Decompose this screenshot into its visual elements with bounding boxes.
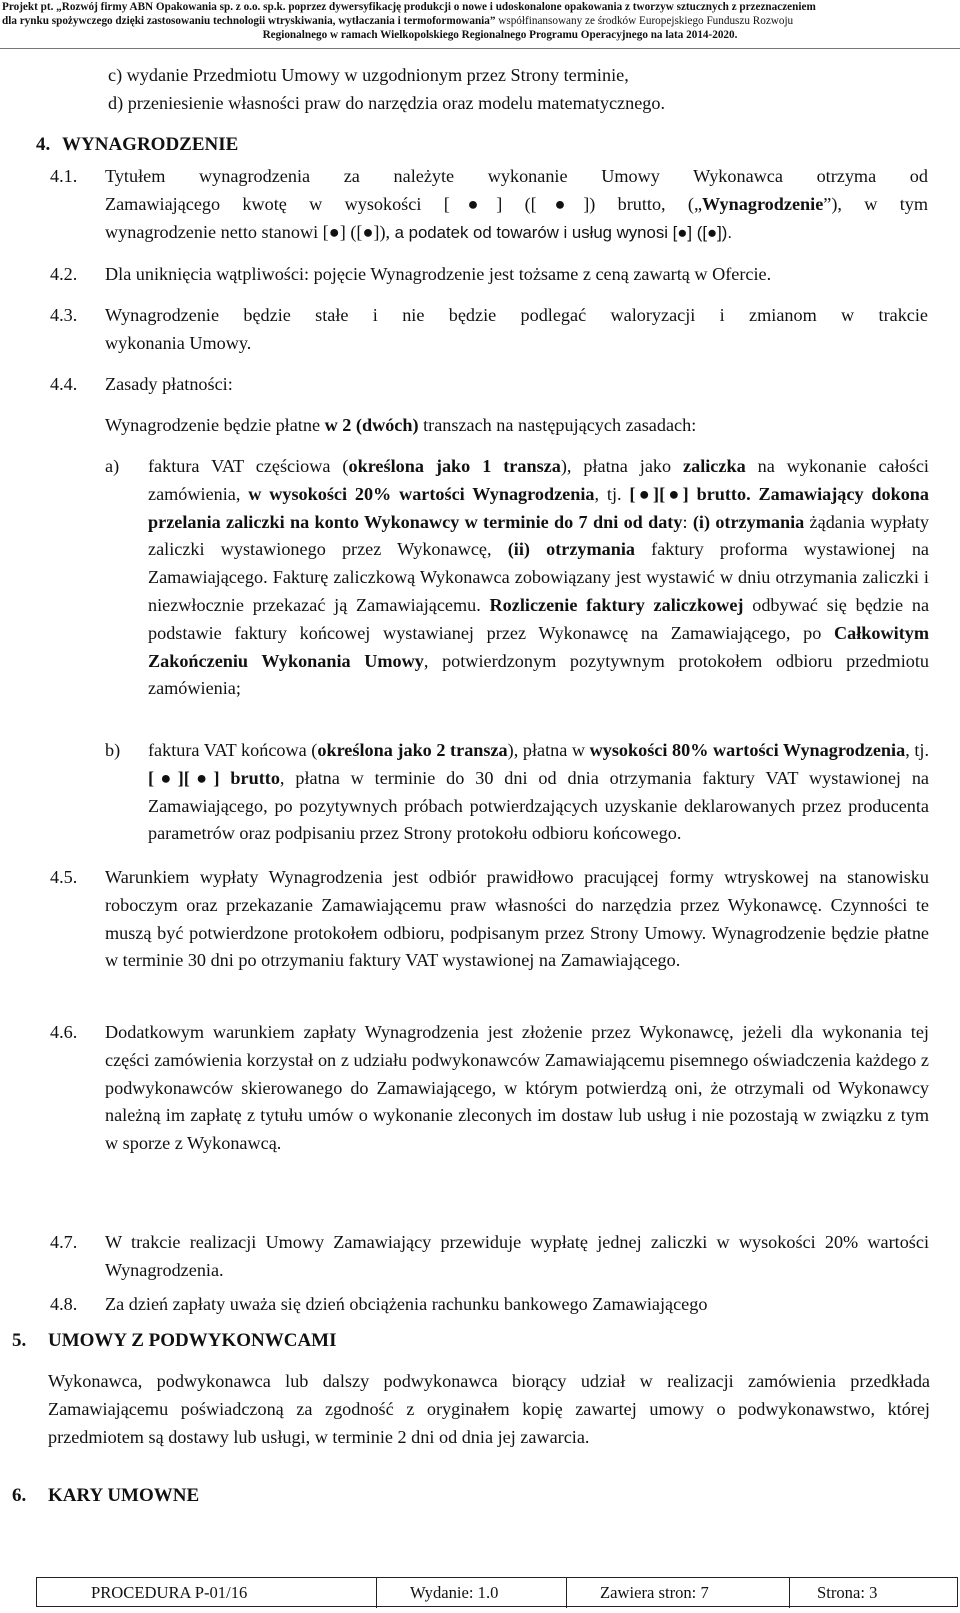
clause-4-8-number: 4.8. xyxy=(50,1294,78,1314)
clause-4-6-number: 4.6. xyxy=(50,1022,78,1042)
footer-page-number: Strona: 3 xyxy=(817,1583,878,1602)
pa-text: ), płatna jako xyxy=(560,456,684,476)
intro-text: Wynagrodzenie będzie płatne xyxy=(105,415,325,435)
header-line-2 xyxy=(0,14,960,28)
pa-bold: Całkowitym Zakończeniu Wykonania Umowy xyxy=(148,622,929,671)
pb-text: , płatna w terminie do 30 dni od dnia otrzymania faktury VAT wystawionej na Zamawiającego, po pozytywnych próbach potwierdzających uzyskanie deklarowanych przez producenta parametrów oraz podpisaniu przez Strony protokołu odbioru końcowego. xyxy=(148,767,929,844)
section-5-number: 5. xyxy=(12,1330,27,1351)
clause-4-3-line-2: wykonania Umowy. xyxy=(105,333,252,353)
pb-text: , tj. xyxy=(905,740,929,760)
point-a-text xyxy=(148,453,929,703)
pa-bold: w wysokości 20% wartości Wynagrodzenia xyxy=(248,483,595,504)
header-line-3: Regionalnego w ramach Wielkopolskiego Regionalnego Programu Operacyjnego na lata 2014-2020. xyxy=(262,29,738,41)
section-5-title: UMOWY Z PODWYKONWCAMI xyxy=(48,1330,337,1351)
pa-bold: [●][●] brutto. Zamawiający dokona przelania zaliczki na konto Wykonawcy w terminie do 7 dni od daty xyxy=(148,483,929,532)
pa-text: faktury proforma wystawionej na Zamawiającego. Fakturę zaliczkową Wykonawca zobowiązany jest wystawić w dniu otrzymania zaliczki i niezwłocznie przekazać ją Zamawiającemu. xyxy=(148,539,929,615)
point-a-label: a) xyxy=(105,456,120,476)
funding-header xyxy=(0,0,960,52)
pa-text: : xyxy=(682,511,693,532)
header-line-2-normal: współfinansowany ze środków Europejskiego Funduszu Rozwoju xyxy=(495,15,794,27)
pa-text: faktura VAT częściowa ( xyxy=(148,456,349,476)
clause-4-1-line-3 xyxy=(105,219,928,247)
pb-bold: [●][●] brutto xyxy=(148,767,280,788)
clause-4-5-text: Warunkiem wypłaty Wynagrodzenia jest odbiór prawidłowo pracującej formy wtryskowej na stanowisku roboczym oraz przekazanie Zamawiającemu praw własności do narzędzia przez Wykonawcę. Czynności te muszą być potwierdzone protokołem odbioru, podpisanym przez Strony Umowy. Wynagrodzenie będzie płatne w terminie 30 dni po otrzymaniu faktury VAT wystawionej na Zamawiającego. xyxy=(105,867,929,971)
clause-4-3-number: 4.3. xyxy=(50,305,78,325)
pa-bold: (ii) otrzymania xyxy=(507,539,635,560)
pa-bold: określona jako 1 transza xyxy=(348,456,561,476)
pb-text: faktura VAT końcowa ( xyxy=(148,740,318,760)
pb-text: ), płatna w xyxy=(507,740,590,760)
section-4-number: 4. xyxy=(36,134,51,155)
point-b-label: b) xyxy=(105,740,121,760)
footer-divider xyxy=(376,1578,377,1608)
section-6-title: KARY UMOWNE xyxy=(48,1485,200,1506)
clause-4-1-vat: a podatek od towarów i usług wynosi [●] ([●]). xyxy=(394,223,733,242)
pa-text: , tj. xyxy=(594,483,630,504)
pa-text: odbywać się będzie na podstawie faktury końcowej wystawianej przez Wykonawcę na Zamawiającego, po xyxy=(148,594,930,643)
clause-4-1-number: 4.1. xyxy=(50,166,78,186)
wynagrodzenie-defined-term: Wynagrodzenie xyxy=(702,194,824,214)
pb-bold: określona jako 2 transza xyxy=(317,740,508,760)
clause-4-1-line-2 xyxy=(105,191,928,219)
document-footer-table xyxy=(36,1577,958,1607)
intro-two-tranches: w 2 (dwóch) xyxy=(324,415,419,435)
clause-4-5-number: 4.5. xyxy=(50,867,78,887)
item-c: c) wydanie Przedmiotu Umowy w uzgodnionym przez Strony terminie, xyxy=(108,65,629,85)
clause-4-2-text: Dla uniknięcia wątpliwości: pojęcie Wynagrodzenie jest tożsame z ceną zawartą w Ofercie. xyxy=(105,264,772,284)
clause-4-6-text: Dodatkowym warunkiem zapłaty Wynagrodzenia jest złożenie przez Wykonawcę, jeżeli dla wykonania tej części zamówienia korzystał on z udziału podwykonawców Zamawiającemu pisemnego oświadczenia każdego z podwykonawców skierowanego do Zamawiającego, w którym potwierdzą oni, że otrzymali od Wykonawcy należną im zapłatę z tytułu umów o wykonanie zleconych im dostaw lub usług i nie pozostają w związku z tym w sporze z Wykonawcą. xyxy=(105,1022,929,1154)
clause-4-1-line-1: Tytułem wynagrodzenia za należyte wykonanie Umowy Wykonawca otrzyma od xyxy=(105,166,928,186)
pa-bold: (i) otrzymania xyxy=(692,511,805,532)
point-b-text xyxy=(148,737,929,848)
clause-4-4-title: Zasady płatności: xyxy=(105,374,233,394)
clause-4-3-line-1: Wynagrodzenie będzie stałe i nie będzie podlegać waloryzacji i zmianom w trakcie xyxy=(105,305,928,325)
pa-text: żądania wypłaty zaliczki wystawionego przez Wykonawcę, xyxy=(148,511,929,560)
footer-divider xyxy=(566,1578,567,1608)
footer-edition: Wydanie: 1.0 xyxy=(410,1583,499,1602)
section-5-text: Wykonawca, podwykonawca lub dalszy podwykonawca biorący udział w realizacji zamówienia przedkłada Zamawiającemu poświadczoną za zgodność z oryginałem kopię zawartej umowy o podwykonawstwo, której przedmiotem są dostawy lub usługi, w terminie 2 dni od dnia jej zawarcia. xyxy=(48,1371,930,1447)
payment-rules-intro xyxy=(105,412,928,440)
section-6-number: 6. xyxy=(12,1485,27,1506)
header-divider xyxy=(0,48,960,49)
clause-4-7-text: W trakcie realizacji Umowy Zamawiający przewiduje wypłatę jednej zaliczki w wysokości 20% wartości Wynagrodzenia. xyxy=(105,1232,929,1280)
footer-divider xyxy=(789,1578,790,1608)
pa-bold: Rozliczenie faktury zaliczkowej xyxy=(489,594,744,615)
section-4-title: WYNAGRODZENIE xyxy=(62,134,239,155)
pb-bold: wysokości 80% wartości Wynagrodzenia xyxy=(589,740,906,760)
clause-4-1-text: Zamawiającego kwotę w wysokości [●] ([●]) brutto, („ xyxy=(105,194,703,214)
clause-4-1-text-end: ”), w tym xyxy=(823,194,928,214)
pa-bold: zaliczka xyxy=(683,456,746,476)
footer-procedure: PROCEDURA P-01/16 xyxy=(91,1583,248,1602)
header-line-2-bold: dla rynku spożywczego dzięki zastosowaniu technologii wtryskiwania, wytłaczania i termoformowania” xyxy=(2,15,496,27)
pa-text: na wykonanie całości zamówienia, xyxy=(148,456,929,504)
clause-4-2-number: 4.2. xyxy=(50,264,78,284)
clause-4-7-number: 4.7. xyxy=(50,1232,78,1252)
intro-text-end: transzach na następujących zasadach: xyxy=(418,415,697,435)
header-line-1: Projekt pt. „Rozwój firmy ABN Opakowania sp. z o.o. sp.k. poprzez dywersyfikację produkcji o nowe i udoskonalone opakowania z tworzyw sztucznych z przeznaczeniem xyxy=(2,1,816,13)
clause-4-1-net: wynagrodzenie netto stanowi [●] ([●]), xyxy=(105,222,395,242)
footer-pages-total: Zawiera stron: 7 xyxy=(600,1583,709,1602)
item-d: d) przeniesienie własności praw do narzędzia oraz modelu matematycznego. xyxy=(108,93,666,113)
pa-text: , potwierdzonym pozytywnym protokołem odbioru przedmiotu zamówienia; xyxy=(148,650,929,699)
clause-4-4-number: 4.4. xyxy=(50,374,78,394)
clause-4-8-text: Za dzień zapłaty uważa się dzień obciążenia rachunku bankowego Zamawiającego xyxy=(105,1294,708,1314)
